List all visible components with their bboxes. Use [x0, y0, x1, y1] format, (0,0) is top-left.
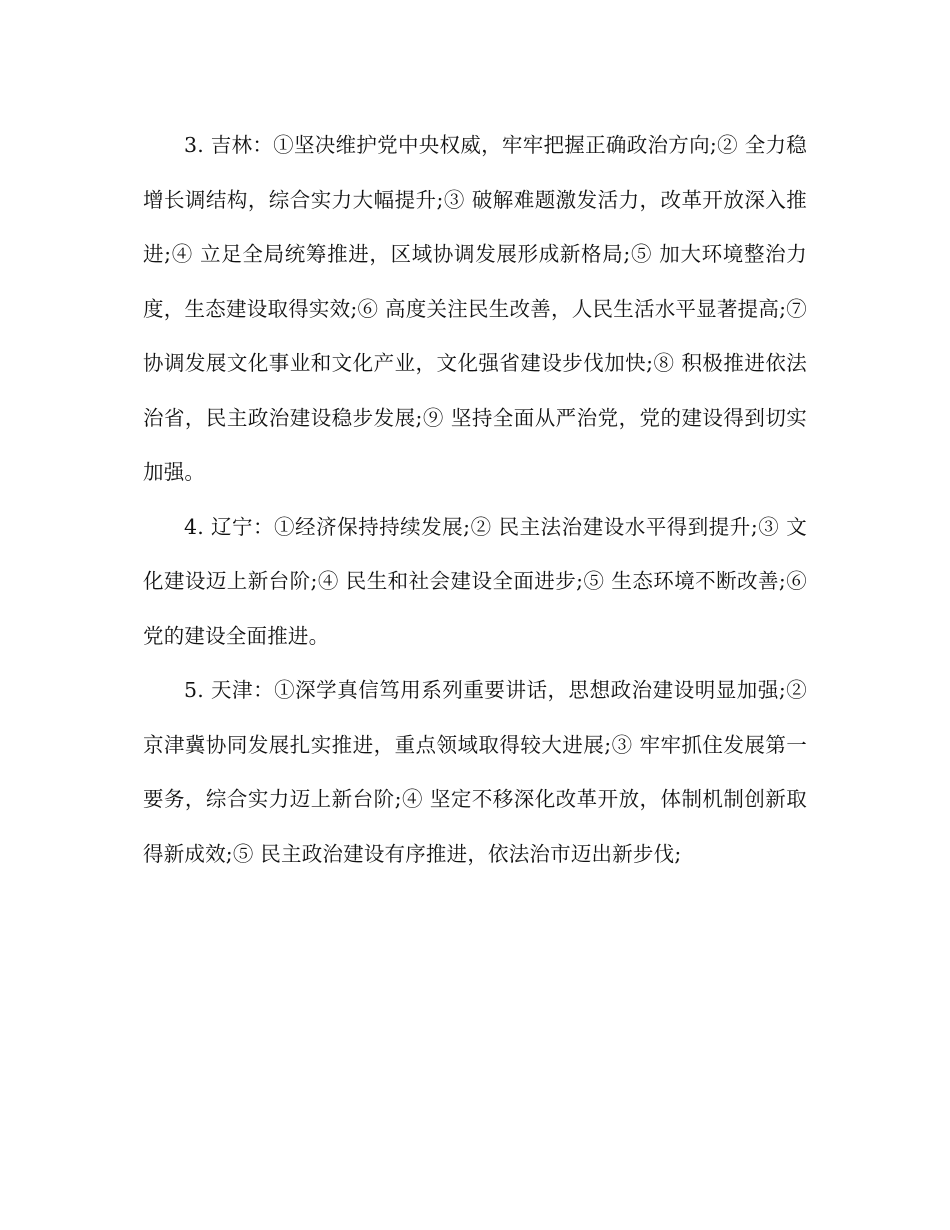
paragraph-tianjin: 5. 天津：①深学真信笃用系列重要讲话，思想政治建设明显加强;② 京津冀协同发展扎实推进，重点领域取得较大进展;③ 牢牢抓住发展第一要务，综合实力迈上新台阶;④ 坚定不移深化改革开放，体制机制创新取得新成效;⑤ 民主政治建设有序推进，依法治市迈出新步伐;: [143, 678, 807, 866]
document-body: [143, 118, 807, 881]
paragraph-liaoning: 4. 辽宁：①经济保持持续发展;② 民主法治建设水平得到提升;③ 文化建设迈上新台阶;④ 民生和社会建设全面进步;⑤ 生态环境不断改善;⑥ 党的建设全面推进。: [143, 514, 807, 648]
paragraph-jilin: 3. 吉林：①坚决维护党中央权威，牢牢把握正确政治方向;② 全力稳增长调结构，综合实力大幅提升;③ 破解难题激发活力，改革开放深入推进;④ 立足全局统筹推进，区域协调发展形成新格局;⑤ 加大环境整治力度，生态建设取得实效;⑥ 高度关注民生改善，人民生活水平显著提高;⑦ 协调发展文化事业和文化产业，文化强省建设步伐加快;⑧ 积极推进依法治省，民主政治建设稳步发展;⑨ 坚持全面从严治党，党的建设得到切实加强。: [143, 133, 807, 484]
